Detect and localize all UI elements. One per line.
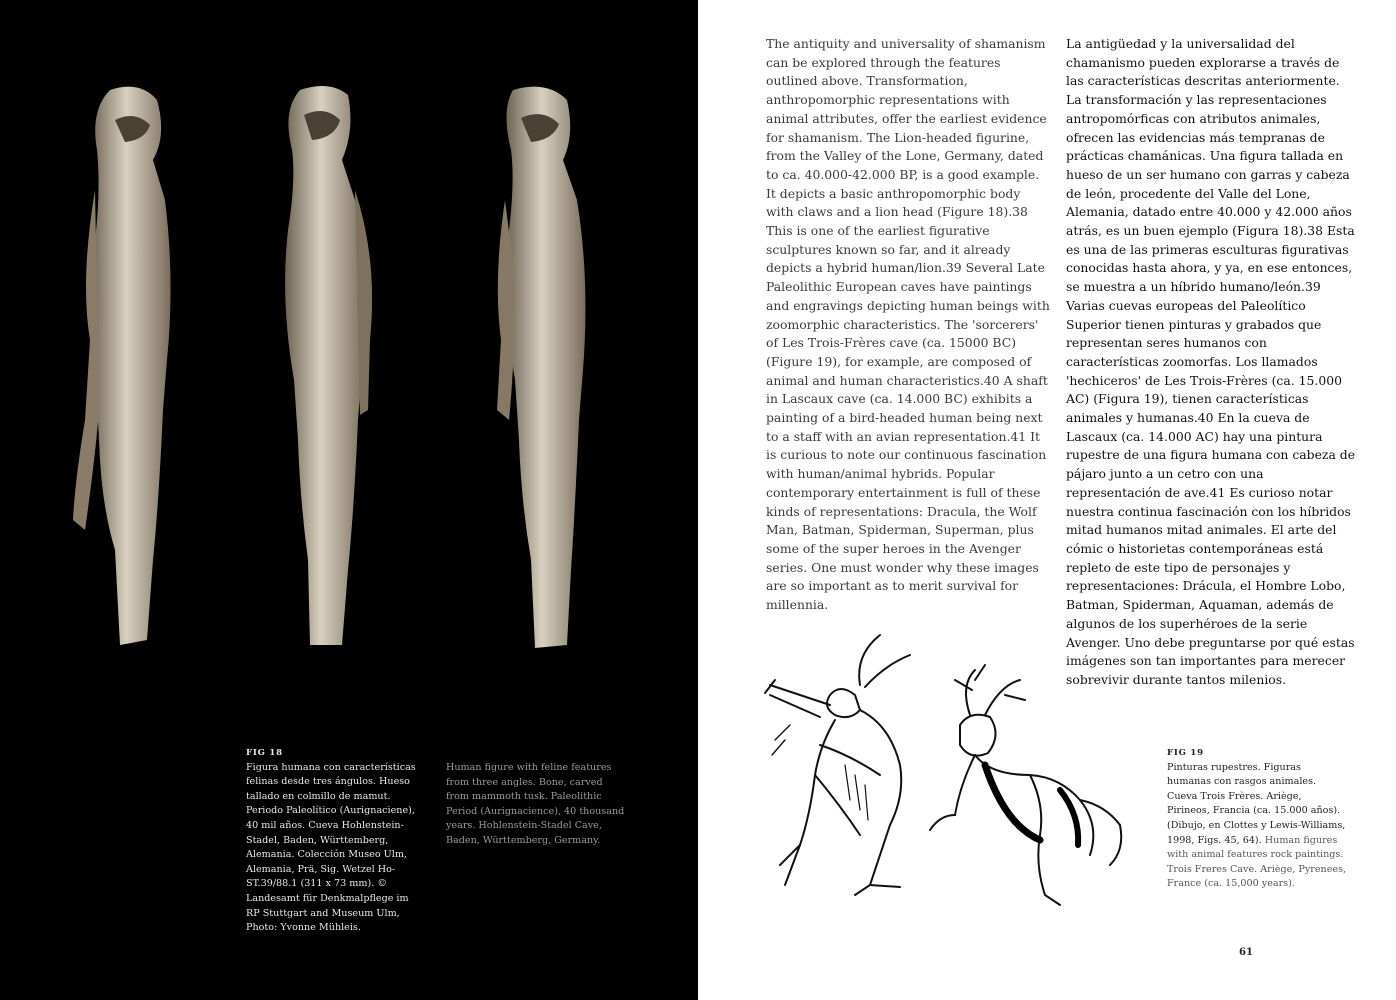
lion-figurine-side [285,86,372,645]
figure-18-caption-es-text: Figura humana con características felinas desde tres ángulos. Hueso tallado en colmillo de mamut. Periodo Paleolítico (Aurignaciene), 40 mil años. Cueva Hohlenstein-Stadel, Baden, Württemberg, Alemania. Colección Museo Ulm, Alemania, Prä, Sig. Wetzel Ho-ST.39/88.1 (311 x 73 mm). © Landesamt für Denkmalpflege im RP Stuttgart and Museum Ulm, Photo: Yvonne Mühleis. [246,761,416,934]
sorcerer-drawing-right [930,665,1121,905]
english-paragraph: The antiquity and universality of shamanism can be explored through the features outlined above. Transformation, anthropomorphic representations with animal attributes, offer the earliest evidence for shamanism. The Lion-headed figurine, from the Valley of the Lone, Germany, dated to ca. 40.000-42.000 BP, is a good example. It depicts a basic anthropomorphic body with claws and a lion head (Figure 18).38 This is one of the earliest figurative sculptures known so far, and it already depicts a hybrid human/lion.39 Several Late Paleolithic European caves have paintings and engravings depicting human beings with zoomorphic characteristics. The 'sorcerers' of Les Trois-Frères cave (ca. 15000 BC) (Figure 19), for example, are composed of animal and human characteristics.40 A shaft in Lascaux cave (ca. 14.000 BC) exhibits a painting of a bird-headed human being next to a staff with an avian representation.41 It is curious to note our continuous fascination with human/animal hybrids. Popular contemporary entertainment is full of these kinds of representations: Dracula, the Wolf Man, Batman, Spiderman, Superman, plus some of the super heroes in the Avenger series. One must wonder why these images are so important as to merit survival for millennia. [766,36,1050,613]
figure-19-caption [1167,746,1347,892]
page-number: 61 [1239,947,1253,958]
body-text-english [766,35,1051,615]
figure-18-photos [55,80,645,660]
body-text-spanish [1066,35,1356,690]
sorcerer-drawing-left [765,635,910,895]
figure-19-cave-drawings [760,625,1145,920]
figure-19-caption-es: Pinturas rupestres. Figuras humanas con rasgos animales. Cueva Trois Frères. Ariège, Pirineos, Francia (ca. 15.000 años). (Dibujo, en Clottes y Lewis-Williams, 1998, Figs. 45, 64). [1167,761,1346,846]
figure-18-label: FIG 18 [246,748,283,758]
lion-figurine-three-quarter [497,87,585,648]
spanish-paragraph: La antigüedad y la universalidad del chamanismo pueden explorarse a través de las características descritas anteriormente. La transformación y las representaciones antropomórficas con atributos animales, ofrecen las evidencias más tempranas de prácticas chamánicas. Una figura tallada en hueso de un ser humano con garras y cabeza de león, procedente del Valle del Lone, Alemania, datado entre 40.000 y 42.000 años atrás, es un buen ejemplo (Figura 18).38 Esta es una de las primeras esculturas figurativas conocidas hasta ahora, y ya, en ese entonces, se muestra a un híbrido humano/león.39 Varias cuevas europeas del Paleolítico Superior tienen pinturas y grabados que representan seres humanos con características zoomorfas. Los llamados 'hechiceros' de Les Trois-Frères (ca. 15.000 AC) (Figura 19), tienen características animales y humanas.40 En la cueva de Lascaux (ca. 14.000 AC) hay una pintura rupestre de una figura humana con cabeza de pájaro junto a un cetro con una representación de ave.41 Es curioso notar nuestra continua fascinación con los híbridos mitad humanos mitad animales. El arte del cómic o historietas contemporáneas está repleto de este tipo de personajes y representaciones: Drácula, el Hombre Lobo, Batman, Spiderman, Aquaman, además de algunos de los superhéroes de la serie Avenger. Uno debe preguntarse por qué estas imágenes son tan importantes para merecer sobrevivir durante tantos milenios. [1066,36,1356,687]
figure-18-caption-en: Human figure with feline features from three angles. Bone, carved from mammoth tusk. Paleolithic Period (Aurignacience), 40 thousand years. Hohlenstein-Stadel Cave, Baden, Württemberg, Germany. [446,762,625,846]
figure-18-caption-es [246,746,421,936]
figure-19-label: FIG 19 [1167,748,1204,758]
figure-19-caption-en: Human figures with animal features rock paintings. Trois Freres Cave. Ariège, Pyrenees, France (ca. 15,000 years). [1167,834,1347,890]
lion-figurine-front [73,87,171,645]
